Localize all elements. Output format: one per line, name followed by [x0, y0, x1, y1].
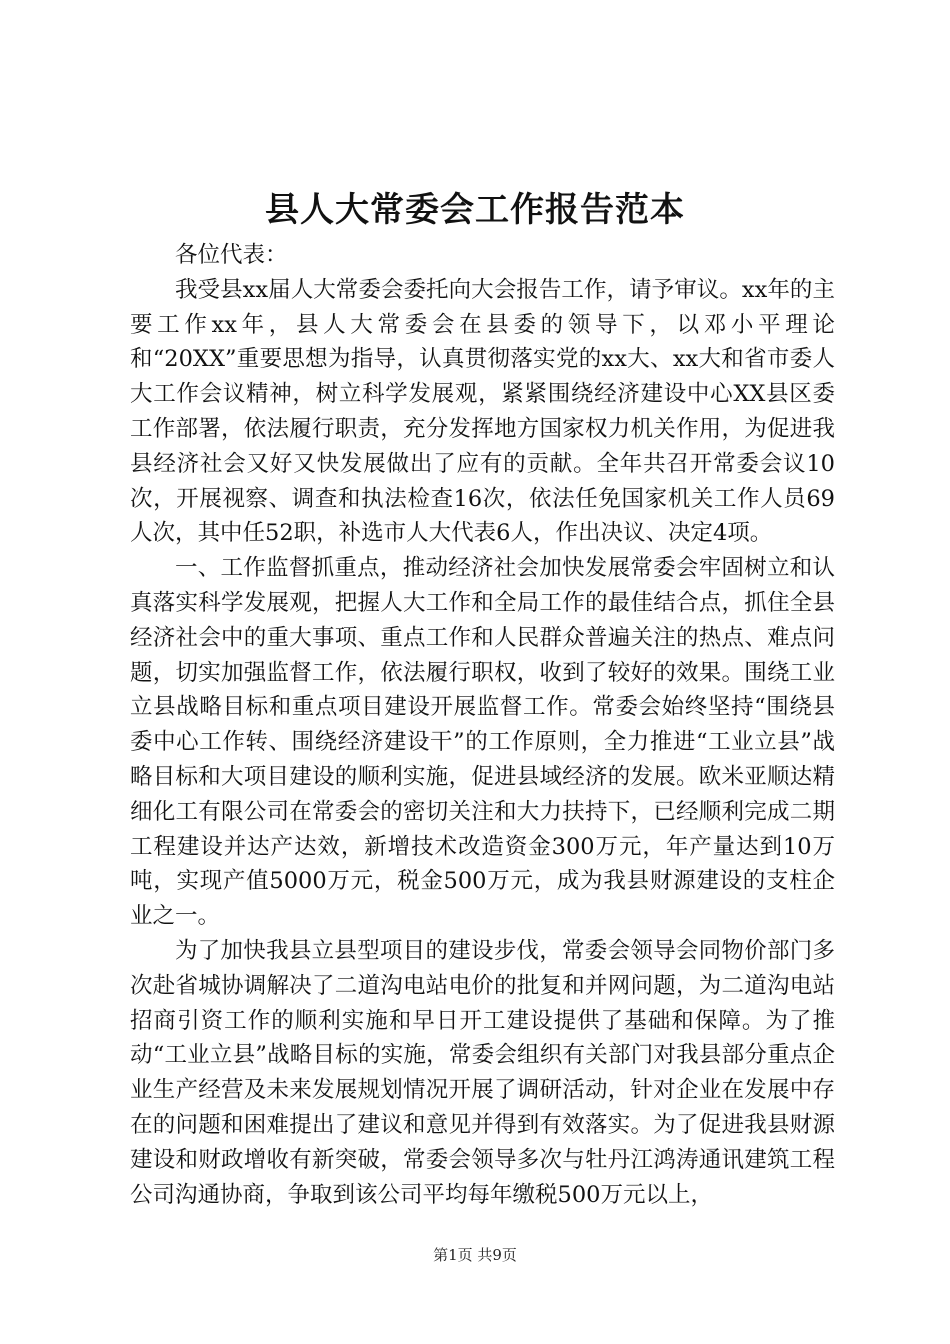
paragraph-projects: 为了加快我县立县型项目的建设步伐，常委会领导会同物价部门多次赴省城协调解决了二道沟电站电价的批复和并网问题，为二道沟电站招商引资工作的顺利实施和早日开工建设提供了基础和保障。为了推动“工业立县”战略目标的实施，常委会组织有关部门对我县部分重点企业生产经营及未来发展规划情况开展了调研活动，针对企业在发展中存在的问题和困难提出了建议和意见并得到有效落实。为了促进我县财源建设和财政增收有新突破，常委会领导多次与牡丹江鸿涛通讯建筑工程公司沟通协商，争取到该公司平均每年缴税500万元以上，: [130, 937, 835, 1208]
document-title: 县人大常委会工作报告范本: [265, 190, 685, 230]
page-number-footer: 第1页 共9页: [433, 1246, 517, 1264]
paragraph-section-one: 一、工作监督抓重点，推动经济社会加快发展常委会牢固树立和认真落实科学发展观，把握人大工作和全局工作的最佳结合点，抓住全县经济社会中的重大事项、重点工作和人民群众普遍关注的热点、难点问题，切实加强监督工作，依法履行职权，收到了较好的效果。围绕工业立县战略目标和重点项目建设开展监督工作。常委会始终坚持“围绕县委中心工作转、围绕经济建设干”的工作原则，全力推进“工业立县”战略目标和大项目建设的顺利实施，促进县域经济的发展。欧米亚顺达精细化工有限公司在常委会的密切关注和大力扶持下，已经顺利完成二期工程建设并达产达效，新增技术改造资金300万元，年产量达到10万吨，实现产值5000万元，税金500万元，成为我县财源建设的支柱企业之一。: [130, 555, 835, 930]
salutation: 各位代表：: [175, 242, 288, 268]
document-body: [130, 238, 835, 1212]
paragraph-intro: 我受县xx届人大常委会委托向大会报告工作，请予审议。xx年的主要工作xx年，县人大常委会在县委的领导下，以邓小平理论和“20XX”重要思想为指导，认真贯彻落实党的xx大、xx大和省市委人大工作会议精神，树立科学发展观，紧紧围绕经济建设中心XX县区委工作部署，依法履行职责，充分发挥地方国家权力机关作用，为促进我县经济社会又好又快发展做出了应有的贡献。全年共召开常委会议10次，开展视察、调查和执法检查16次，依法任免国家机关工作人员69人次，其中任52职，补选市人大代表6人，作出决议、决定4项。: [130, 276, 835, 547]
